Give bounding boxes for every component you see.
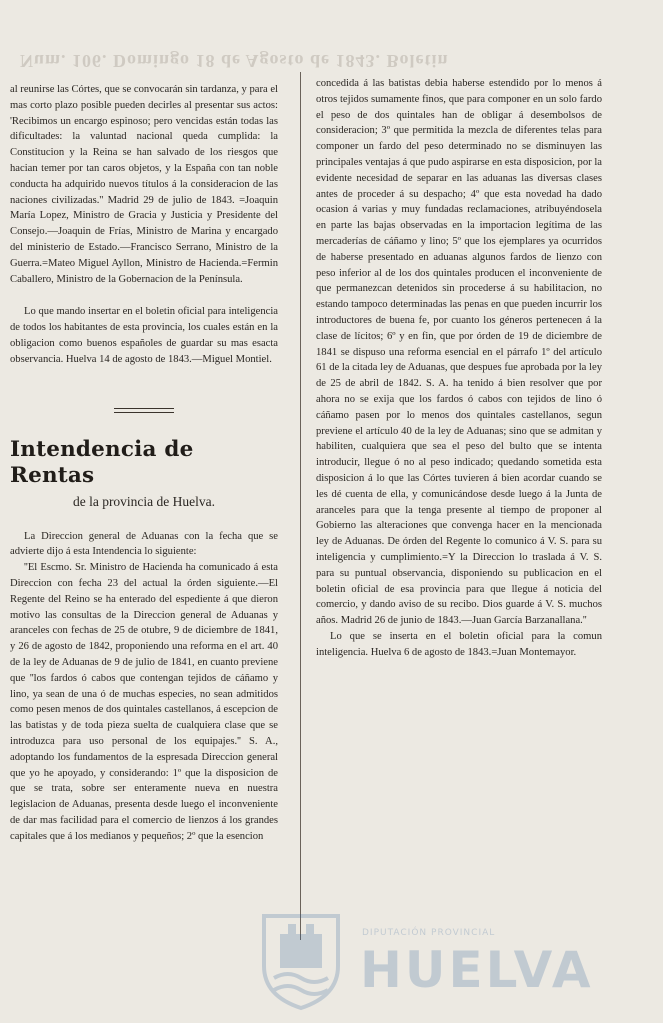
provincial-seal-icon (258, 908, 344, 1012)
ministerial-order-continuation: concedida á las batistas debia haberse estendido por lo menos á otros tejidos sumamente finos, que para componer en un solo fardo el peso de dos quintales han de obligar á desembolsos de consideracion; 3º que permitida la mezcla de diferentes telas para componer un fardo del peso determinado no se disminuyen las principales ventajas á que pudo aspirarse en esta disposicion, por la evidente necesidad de separar en las aduanas las diversas clases antes de proceder á su despacho; 4º que esta novedad ha dado ocasion á varias y muy fundadas reclamaciones, atribuyéndosela en parte las bajas observadas en la importacion legítima de las mercaderías de cáñamo y lino; 5º que los ejemplares ya ocurridos de haberse presentado en aduanas algunos fardos de lienzo con peso inferior al de los dos quintales producen el inconveniente de que permanezcan detenidos sin procederse á su habilitacion, no estando tampoco determinadas las penas en que pueden incurrir los introductores de buena fe, por cuanto los géneros pertenecen á la clase de lícitos; 6º y en fin, que por órden de 19 de diciembre de 1841 se dispuso una reforma esencial en el párrafo 1º del artículo 61 de la citada ley de Aduanas, que despues fue aprobada por la ley de 25 de abril de 1842. S. A. ha tenido á bien resolver que por ahora no se exija que los fardos ó cabos con tejidos de lino ó cáñamo pasen por lo menos dos quintales castellanos, segun previene el artículo 40 de la ley de Aduanas; sino que se admitan y habiliten, cualquiera que sea el peso del bulto que se intenta introducir, llegue ó no al peso indicado; quedando sometida esta disposicion á lo que las Córtes tuvieren á bien acordar cuando se les dé cuenta de ella, y comunicándose desde luego á la Junta de aranceles para que la tenga presente al tiempo de proponer al Gobierno las alteraciones que convenga hacer en la mencionada ley de Aduanas. De órden del Regente lo comunico á V. S. para su inteligencia y cumplimiento.=Y la Direccion lo traslada á V. S. para su puntual observancia, disponiendo su publicacion en el boletin oficial de esa provincia para que llegue á noticia del comercio, y dando aviso de su recibo. Dios guarde á V. S. muchos años. Madrid 26 de junio de 1843.—Juan García Barzanallana.'' (316, 78, 602, 627)
section-separator-rule (114, 408, 174, 413)
column-divider (300, 72, 301, 940)
manifesto-closing-paragraph: al reunirse las Córtes, que se convocarán sin tardanza, y para el mas corto plazo posible pueden decirles al presentar sus actos: 'Recibimos un encargo espinoso; pero vencidas están todas las dificultades: la valuntad nacional queda cumplida: la Constitucion y la Reina se han salvado de los riesgos que hacian temer por tan caros objetos, y la España con tan noble conducta ha adquirido nuevos títulos á la consideracion de las naciones civilizadas.'' Madrid 29 de julio de 1843. =Joaquin María Lopez, Ministro de Gracia y Justicia y Presidente del Consejo.—Joaquin de Frías, Ministro de Marina y encargado del ministerio de Estado.—Francisco Serrano, Ministro de la Guerra.=Mateo Miguel Ayllon, Ministro de Hacienda.=Fermin Caballero, Ministro de la Gobernacion de la Península. (10, 84, 278, 285)
section-subheading: de la provincia de Huelva. (72, 493, 216, 509)
right-column (316, 76, 602, 660)
ministerial-order-paragraph: ''El Escmo. Sr. Ministro de Hacienda ha comunicado á esta Direccion con fecha 23 del actual la órden siguiente.—El Regente del Reino se ha enterado del espediente á que dieron motivo las consultas de la Direccion general de Aduanas y aranceles con fechas de 25 de otubre, 9 de diciembre de 1841, y 26 de agosto de 1842, proponiendo una reforma en el art. 40 de la ley de Aduanas de 9 de julio de 1841, en cuanto previene que ''los fardos ó cabos que contengan tejidos de cáñamo y lino, ya sean de una ó de muchas especies, no sean admitidos como pesen menos de dos quintales castellanos, á escepcion de las batistas y de toda pieza suelta de cualquiera clase que se introduzca para uso personal de los equipajes.'' S. A., adoptando los fundamentos de la espresada Direccion general que yo he apoyado, y considerando: 1º que la disposicion de que se trata, sobre ser enteramente nueva en nuestra legislacion de Aduanas, presenta desde luego el inconveniente de dar mas facilidad para el comercio de lienzos á los grandes capitales que á los medianos y pequeños; 2º que la esencion (10, 562, 278, 842)
left-column (10, 82, 278, 844)
bleed-through-masthead: Num. 106. Domingo 18 de Agosto de 1843. Boletin (20, 51, 449, 71)
intendancy-insertion-notice: Lo que se inserta en el boletin oficial para la comun inteligencia. Huelva 6 de agosto de 1843.=Juan Montemayor. (316, 630, 602, 658)
directorate-intro-paragraph: La Direccion general de Aduanas con la fecha que se advierte dijo á esta Intendencia lo siguiente: (10, 530, 278, 558)
paragraph-gap (10, 287, 278, 304)
governor-insertion-order: Lo que mando insertar en el boletin oficial para inteligencia de todos los habitantes de esta provincia, los cuales están en la obligacion como buenos españoles de guardar su mas esacta observancia. Huelva 14 de agosto de 1843.—Miguel Montiel. (10, 306, 278, 365)
archive-watermark (258, 908, 598, 1018)
watermark-seal-text: DIPUTACIÓN PROVINCIAL (362, 928, 496, 938)
section-heading: Intendencia de Rentas (10, 436, 194, 488)
watermark-text: HUELVA (360, 941, 594, 999)
